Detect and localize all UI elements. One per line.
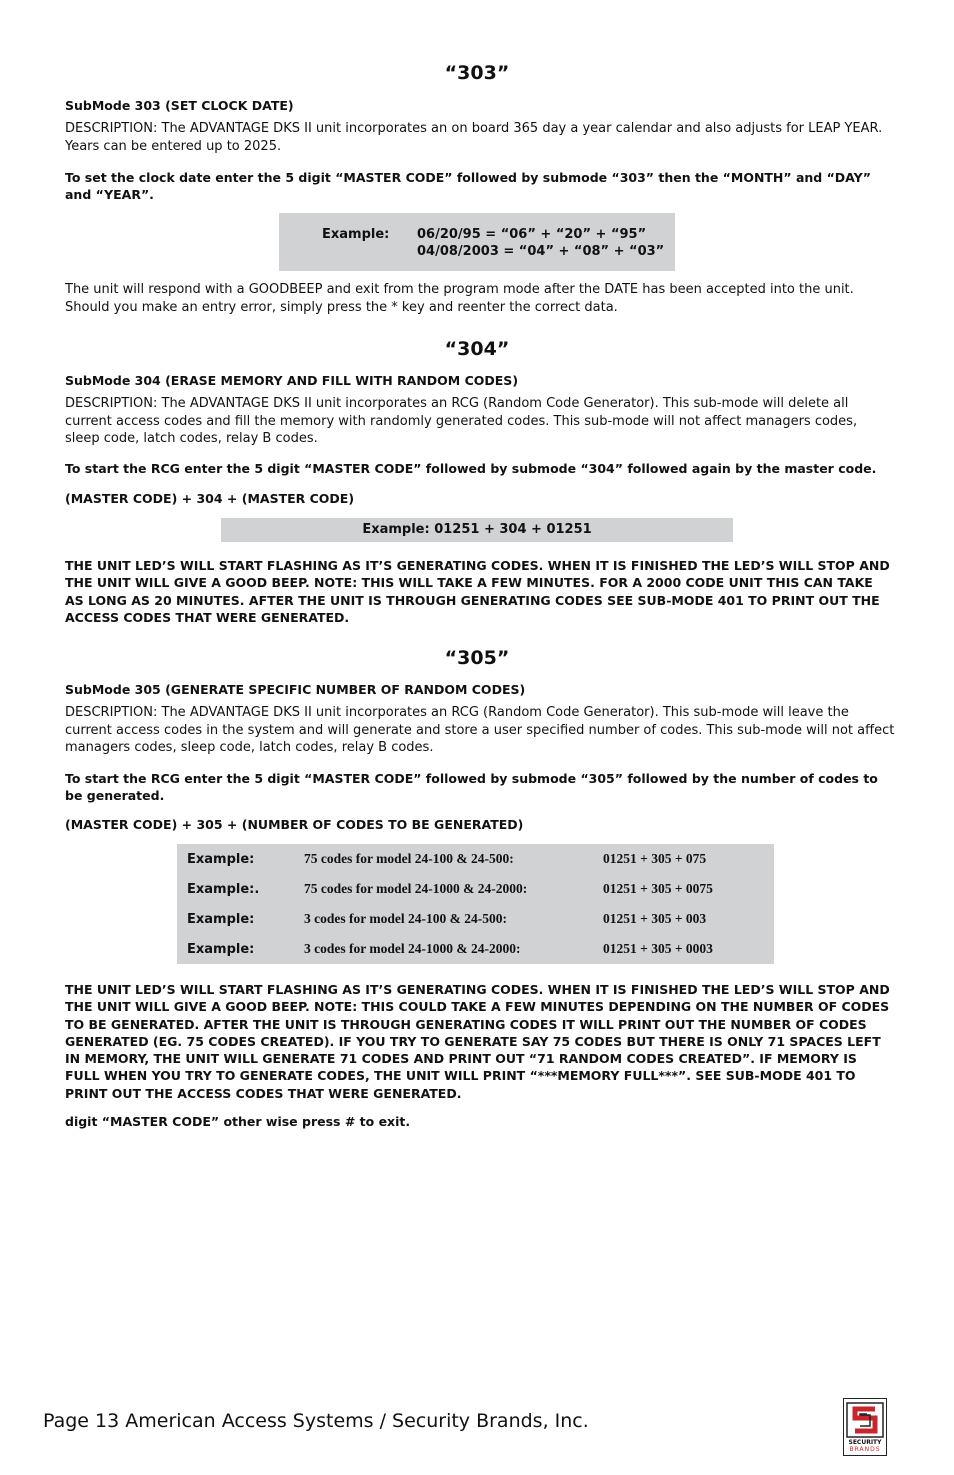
- logo-mark-icon: [844, 1401, 886, 1439]
- example-code: 01251 + 305 + 075: [603, 851, 707, 866]
- submode-305-title: SubMode 305 (GENERATE SPECIFIC NUMBER OF RANDOM CODES): [65, 682, 526, 697]
- example-label: Example:: [187, 941, 255, 957]
- submode-303-title: SubMode 303 (SET CLOCK DATE): [65, 98, 294, 113]
- heading-304: “304”: [444, 338, 510, 360]
- example-line-1: 06/20/95 = “06” + “20” + “95”: [417, 227, 647, 242]
- submode-304-title: SubMode 304 (ERASE MEMORY AND FILL WITH RANDOM CODES): [65, 373, 519, 388]
- submode-305-description: DESCRIPTION: The ADVANTAGE DKS II unit incorporates an RCG (Random Code Generator). This sub-mode will leave the current access codes in the system and will generate and store a user specified number of codes. This sub-mode will not affect managers codes, sleep code, latch codes, relay B codes.: [65, 705, 895, 755]
- submode-303-instruction: To set the clock date enter the 5 digit “MASTER CODE” followed by submode “303” then the “MONTH” and “DAY” and “YEAR”.: [65, 170, 871, 203]
- example-code: 01251 + 305 + 0003: [603, 941, 713, 956]
- example-box-303: [279, 213, 675, 271]
- example-row: [177, 844, 713, 874]
- submode-305-warning: THE UNIT LED’S WILL START FLASHING AS IT’S GENERATING CODES. WHEN IT IS FINISHED THE LED’S WILL STOP AND THE UNIT WILL GIVE A GOOD BEEP. NOTE: THIS COULD TAKE A FEW MINUTES DEPENDING ON THE NUMBER OF CODES TO BE GENERATED. AFTER THE UNIT IS THROUGH GENERATING CODES IT WILL PRINT OUT THE NUMBER OF CODES GENERATED (EG. 75 CODES CREATED). IF YOU TRY TO GENERATE SAY 75 CODES BUT THERE IS ONLY 71 SPACES LEFT IN MEMORY, THE UNIT WILL GENERATE 71 CODES AND PRINT OUT “71 RANDOM CODES CREATED”. IF MEMORY IS FULL WHEN YOU TRY TO GENERATE CODES, THE UNIT WILL PRINT “***MEMORY FULL***”. SEE SUB-MODE 401 TO PRINT OUT THE ACCESS CODES THAT WERE GENERATED.: [65, 982, 890, 1101]
- example-label: Example:: [187, 911, 255, 927]
- submode-305-formula: (MASTER CODE) + 305 + (NUMBER OF CODES TO BE GENERATED): [65, 817, 524, 832]
- security-brands-logo: [843, 1398, 887, 1456]
- submode-303-note: The unit will respond with a GOODBEEP and exit from the program mode after the DATE has been accepted into the unit. Should you make an entry error, simply press the * key and reenter the correct data.: [65, 282, 854, 315]
- example-code: 01251 + 305 + 0075: [603, 881, 713, 896]
- example-description: 75 codes for model 24-100 & 24-500:: [304, 851, 514, 866]
- example-label: Example:: [322, 227, 390, 242]
- example-label: Example:.: [187, 881, 260, 897]
- example-label: Example:: [187, 851, 255, 867]
- heading-305: “305”: [444, 647, 510, 669]
- heading-303: “303”: [444, 62, 510, 84]
- submode-305-trailer: digit “MASTER CODE” other wise press # to exit.: [65, 1114, 411, 1129]
- submode-304-warning: THE UNIT LED’S WILL START FLASHING AS IT’S GENERATING CODES. WHEN IT IS FINISHED THE LED’S WILL STOP AND THE UNIT WILL GIVE A GOOD BEEP. NOTE: THIS WILL TAKE A FEW MINUTES. FOR A 2000 CODE UNIT THIS CAN TAKE AS LONG AS 20 MINUTES. AFTER THE UNIT IS THROUGH GENERATING CODES SEE SUB-MODE 401 TO PRINT OUT THE ACCESS CODES THAT WERE GENERATED.: [65, 558, 890, 625]
- example-code: 01251 + 305 + 003: [603, 911, 707, 926]
- example-line-2: 04/08/2003 = “04” + “08” + “03”: [417, 244, 665, 259]
- example-description: 3 codes for model 24-100 & 24-500:: [304, 911, 507, 926]
- logo-text-brands: BRANDS: [849, 1446, 881, 1453]
- example-description: 3 codes for model 24-1000 & 24-2000:: [304, 941, 521, 956]
- submode-303-description: DESCRIPTION: The ADVANTAGE DKS II unit incorporates an on board 365 day a year calendar and also adjusts for LEAP YEAR. Years can be entered up to 2025.: [65, 121, 883, 154]
- submode-304-description: DESCRIPTION: The ADVANTAGE DKS II unit incorporates an RCG (Random Code Generator). This sub-mode will delete all current access codes and fill the memory with randomly generated codes. This sub-mode will not affect managers codes, sleep code, latch codes, relay B codes.: [65, 396, 858, 446]
- example-row: [177, 934, 713, 964]
- example-description: 75 codes for model 24-1000 & 24-2000:: [304, 881, 528, 896]
- example-row: [177, 874, 713, 904]
- page-footer: Page 13 American Access Systems / Security Brands, Inc.: [43, 1410, 589, 1432]
- logo-text-security: SECURITY: [848, 1439, 882, 1446]
- submode-304-instruction: To start the RCG enter the 5 digit “MASTER CODE” followed by submode “304” followed again by the master code.: [65, 461, 877, 476]
- submode-304-formula: (MASTER CODE) + 304 + (MASTER CODE): [65, 491, 355, 506]
- example-row: [177, 904, 713, 934]
- submode-305-instruction: To start the RCG enter the 5 digit “MASTER CODE” followed by submode “305” followed by the number of codes to be generated.: [65, 771, 878, 804]
- example-table-305: [177, 844, 774, 964]
- example-box-304: Example: 01251 + 304 + 01251: [221, 518, 733, 542]
